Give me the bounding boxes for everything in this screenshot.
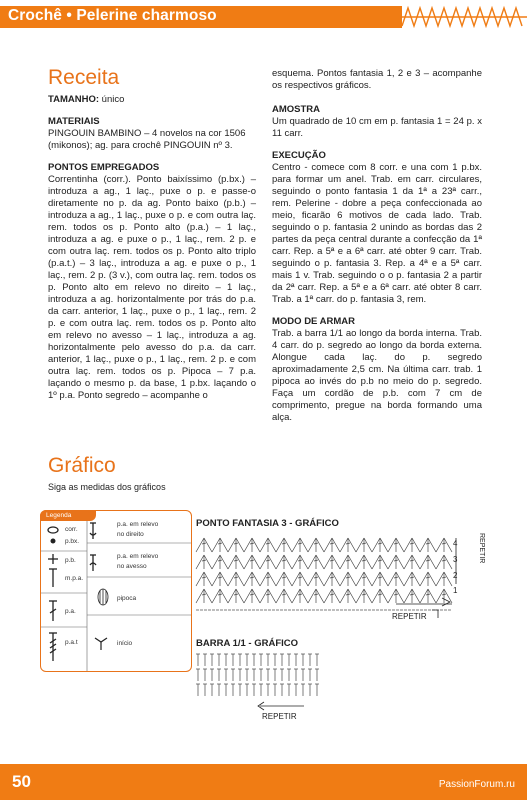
chart1-repeat-vertical: REPETIR bbox=[478, 533, 485, 564]
pontos-text: Correntinha (corr.). Ponto baixíssimo (p.bx.) – introduza a ag., 1 laç., puxe o p. e passe-o diretamente no p. da ag. Ponto baixo (p.b.) – introduza a ag., 1 laç., puxe o p. e com outra laç. rem. todos os p. Ponto alto (p.a.) – 1 laç., introduza a ag. e puxe o p., 1 laç., rem. 2 p. e com outra laç. rem. todos os p. Ponto alto triplo (p.a.t.) – 3 laç., introduza a ag. e puxe o p., 1 laç., rem. 2 p. (3 v.), com outra laç. rem. todos os p. Ponto alto em relevo no direito – 1 laç., introduza a ag. horizontalmente por trás do p.a. da carr. anterior, 1 laç., puxe o p., 1 laç., rem. 2 p. e com outra laç. rem. todos os p. Ponto alto em relevo no avesso – 1 laç., introduza a ag. horizontalmente pelo avesso do p.a. da carr. anterior, 1 laç., puxe o p., 1 laç., rem. 2 p. e com outra laç. rem. todos os p. Pipoca – 7 p.a. laçando o mesmo p. da base, 1 p.bx. laçando o 1º p.a. Ponto segredo – acompanhe o bbox=[48, 174, 256, 401]
materiais-text: PINGOUIN BAMBINO – 4 novelos na cor 1506 (mikonos); ag. para crochê PINGOUIN nº 3. bbox=[48, 128, 246, 151]
legend-title: Legenda bbox=[40, 510, 96, 521]
header-title: Crochê • Pelerine charmoso bbox=[8, 7, 217, 24]
recipe-heading: Receita bbox=[48, 66, 120, 89]
tamanho-line bbox=[48, 94, 256, 106]
pontos-continued: esquema. Pontos fantasia 1, 2 e 3 – acompanhe os respectivos gráficos. bbox=[272, 68, 482, 91]
tamanho-value: único bbox=[99, 94, 125, 105]
legend-relevo-direito-1: p.a. em relevo bbox=[117, 521, 159, 528]
recipe-left-column bbox=[48, 94, 256, 402]
chart1-title: PONTO FANTASIA 3 - GRÁFICO bbox=[196, 518, 339, 529]
modo-text: Trab. a barra 1/1 ao longo da borda interna. Trab. 4 carr. do p. segredo ao longo da borda externa. Alongue cada laç. do p. segredo aproximadamente 2,5 cm. Na última carr. trab. 1 pipoca ao invés do p.b no meio do p. segredo. Faça um cordão de p.b. com 7 cm de comprimento, pregue na borda formando uma alça. bbox=[272, 328, 482, 423]
page-header bbox=[0, 0, 527, 30]
grafico-subtitle: Siga as medidas dos gráficos bbox=[48, 482, 166, 492]
legend-pat: p.a.t bbox=[65, 639, 78, 646]
amostra-title: AMOSTRA bbox=[272, 104, 321, 115]
page-footer bbox=[0, 764, 527, 800]
legend-pipoca: pipoca bbox=[117, 595, 137, 602]
page-number: 50 bbox=[12, 772, 31, 791]
legend-inicio: início bbox=[117, 640, 133, 647]
chart1-row-4: 4 bbox=[453, 539, 458, 548]
chart1-row-3: 3 bbox=[453, 555, 458, 564]
pontos-title: PONTOS EMPREGADOS bbox=[48, 162, 160, 173]
execucao-title: EXECUÇÃO bbox=[272, 150, 326, 161]
legend-relevo-avesso-2: no avesso bbox=[117, 563, 147, 570]
legend-pbx: p.bx. bbox=[65, 538, 80, 545]
chart1-repeat-label: REPETIR bbox=[392, 612, 427, 621]
chart2-title: BARRA 1/1 - GRÁFICO bbox=[196, 638, 299, 649]
materiais-title: MATERIAIS bbox=[48, 116, 100, 127]
header-zigzag-decoration bbox=[398, 4, 527, 28]
chart2-repeat-label: REPETIR bbox=[262, 712, 297, 721]
legend-symbols bbox=[41, 511, 191, 671]
amostra-text: Um quadrado de 10 cm em p. fantasia 1 = 24 p. x 11 carr. bbox=[272, 116, 482, 139]
legend-corr: corr. bbox=[65, 526, 78, 533]
legend-relevo-direito-2: no direito bbox=[117, 531, 144, 538]
chart1-row-1: 1 bbox=[453, 586, 458, 595]
legend-relevo-avesso-1: p.a. em relevo bbox=[117, 553, 159, 560]
grafico-heading: Gráfico bbox=[48, 454, 116, 477]
barra-1-1-diagram bbox=[194, 650, 334, 716]
chart1-row-2: 2 bbox=[453, 571, 458, 580]
execucao-text: Centro - comece com 8 corr. e una com 1 p.bx. para formar um anel. Trab. em carr. circulares, seguindo o ponto fantasia 1 da 1ª a 23ª carr., rem. Pelerine - dobre a peça confeccionada ao meio, ficarão 6 motivos de cada lado. Trab. seguindo o p. fantasia 2 unindo as bordas das 2 partes da peça central durante a confecção da 1ª carr. Rep. a 5ª e a 6ª carr. até obter 9 carr. Trab. seguindo o p. fantasia 3. Rep. a 4ª e a 5ª carr. mais 1 v. Trab. seguindo o o p. fantasia 2 a partir da 2ª carr. Rep. a 5ª e a 6ª carr. até obter 8 carr. Trab. a 1ª carr. do p. fantasia 3, rem. bbox=[272, 162, 482, 305]
tamanho-label: TAMANHO: bbox=[48, 94, 100, 105]
legend-pa: p.a. bbox=[65, 608, 76, 615]
watermark: PassionForum.ru bbox=[438, 779, 515, 790]
pbx-dot-icon bbox=[51, 539, 56, 544]
recipe-right-column bbox=[272, 68, 482, 424]
legend-pb: p.b. bbox=[65, 557, 76, 564]
modo-title: MODO DE ARMAR bbox=[272, 316, 356, 327]
legend-mpa: m.p.a. bbox=[65, 575, 84, 582]
legend-box bbox=[40, 510, 192, 672]
ponto-fantasia-3-diagram bbox=[194, 528, 494, 624]
